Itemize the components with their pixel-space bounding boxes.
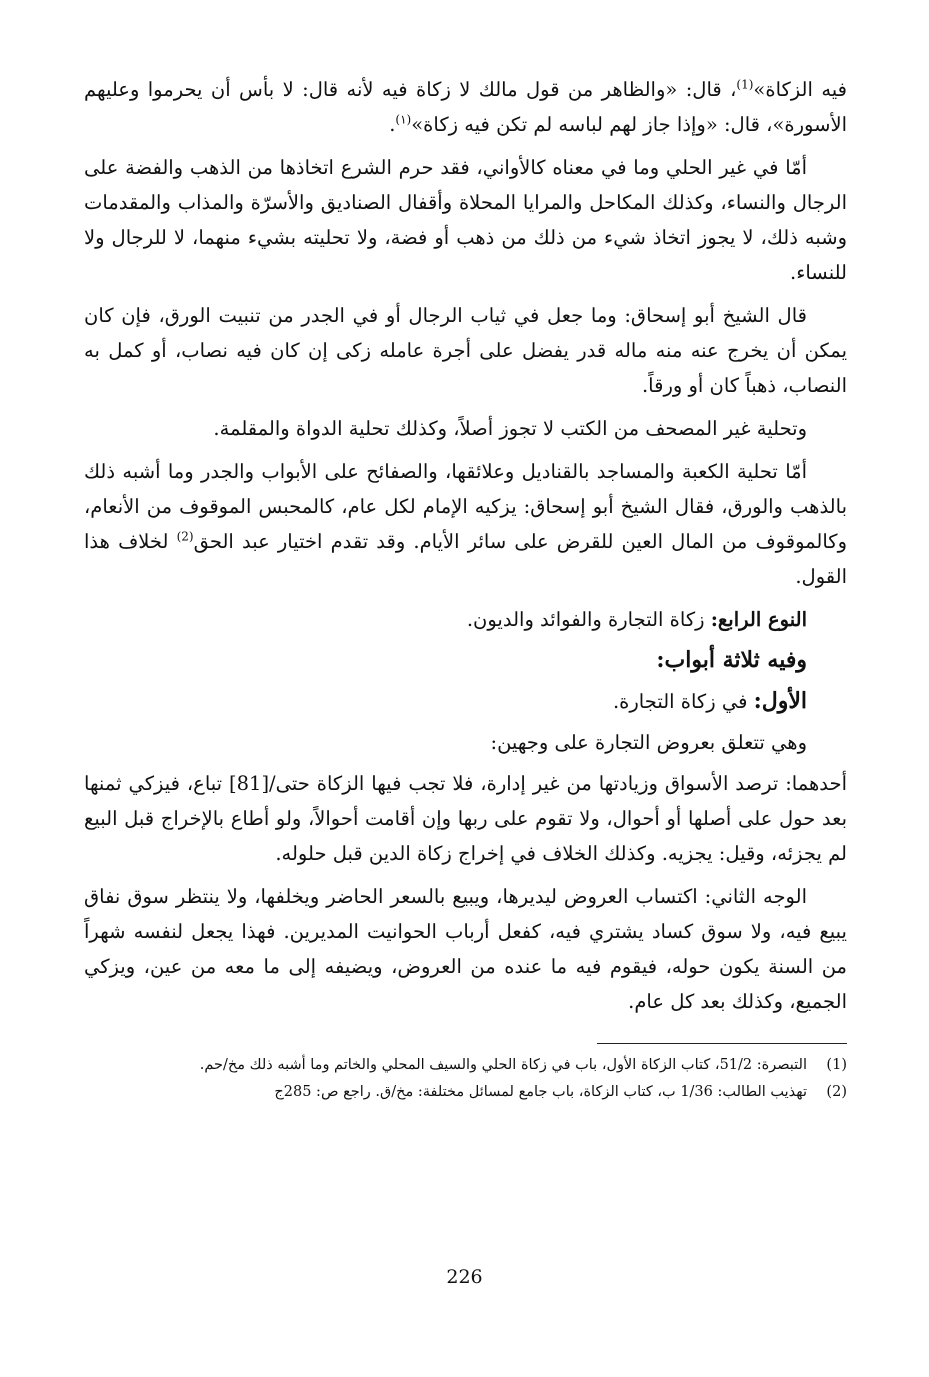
paragraph xyxy=(84,72,847,142)
main-text xyxy=(84,72,847,1019)
text-segment: الوجه الثاني: اكتساب العروض ليديرها، ويبيع بالسعر الحاضر ويخلفها، ولا ينتظر سوق نفاق يبيع فيه، ولا سوق كساد يشتري فيه، كفعل أرباب الحوانيت المديرين. فهذا يجعل لنفسه شهراً من السنة يكون حوله، فيقوم فيه ما عنده من العروض، ويضيفه إلى ما معه من عين، ويزكي الجميع، وكذلك بعد كل عام. xyxy=(84,885,847,1013)
text-segment: قال الشيخ أبو إسحاق: وما جعل في ثياب الرجال أو في الجدر من تنبيت الورق، فإن كان يمكن أن يخرج عنه منه ماله قدر يفضل على أجرة عامله زكى إن كان فيه نصاب، أو كمل به النصاب، ذهباً كان أو ورقاً. xyxy=(84,304,847,397)
text-segment: فيه الزكاة» xyxy=(753,78,847,101)
paragraph xyxy=(84,411,847,446)
footnote-text: التبصرة: 51/2، كتاب الزكاة الأول، باب في زكاة الحلي والسيف المحلي والخاتم وما أشبه ذلك مخ/حم. xyxy=(199,1057,807,1073)
text-segment: أمّا تحلية الكعبة والمساجد بالقناديل وعلائقها، والصفائح على الأبواب والجدر وما أشبه ذلك بالذهب والورق، فقال الشيخ أبو إسحاق: يزكيه الإمام لكل عام، كالمحبس الموقوف من الأنعام، وكالموقوف من المال العين للقرض على سائر الأيام. وقد تقدم اختيار عبد الحق xyxy=(84,460,848,553)
footnote-ref: (2) xyxy=(176,529,194,544)
footnote-ref: (1) xyxy=(736,77,754,92)
paragraph xyxy=(84,725,847,760)
paragraph xyxy=(84,766,847,871)
footnote-text: تهذيب الطالب: 1/36 ب، كتاب الزكاة، باب جامع لمسائل مختلفة: مخ/ق. راجع ص: 285ج xyxy=(274,1084,807,1100)
paragraph xyxy=(84,602,847,637)
paragraph xyxy=(84,879,847,1019)
paragraph xyxy=(84,684,847,719)
footnotes xyxy=(84,1052,847,1106)
paragraph xyxy=(84,298,847,403)
footnote-separator xyxy=(597,1043,847,1044)
paragraph xyxy=(84,150,847,290)
page-number: 226 xyxy=(446,1266,483,1288)
footnote-number: (2) xyxy=(826,1084,847,1100)
text-segment: أحدهما: ترصد الأسواق وزيادتها من غير إدارة، فلا تجب فيها الزكاة حتى/[81] تباع، فيزكي ثمنها بعد حول على أصلها أو أحوال، ولا تقوم على ربها وإن أقامت أحوالاً، ولو أطاع بالإخراج قبل البيع لم يجزئه، وقيل: يجزيه. وكذلك الخلاف في إخراج زكاة الدين قبل حلوله. xyxy=(84,772,847,865)
text-segment: . xyxy=(389,113,396,136)
footnote xyxy=(84,1079,847,1106)
paragraph xyxy=(84,454,847,594)
text-segment: وهي تتعلق بعروض التجارة على وجهين: xyxy=(490,731,807,754)
text-segment: زكاة التجارة والفوائد والديون. xyxy=(466,608,711,631)
text-segment: وتحلية غير المصحف من الكتب لا تجوز أصلاً، وكذلك تحلية الدواة والمقلمة. xyxy=(213,417,807,440)
section-heading: وفيه ثلاثة أبواب: xyxy=(656,647,807,673)
footnote xyxy=(84,1052,847,1079)
text-segment: أمّا في غير الحلي وما في معناه كالأواني، فقد حرم الشرع اتخاذها من الذهب والفضة على الرجال والنساء، وكذلك المكاحل والمرايا المحلاة وأقفال الصناديق والأسرّة والمذاب والمقدمات وشبه ذلك، لا يجوز اتخاذ شيء من ذلك من ذهب أو فضة، ولا تحليته بشيء منهما، لا للرجال ولا للنساء. xyxy=(84,156,848,284)
paragraph xyxy=(84,643,847,678)
footnote-ref: (١) xyxy=(395,112,412,127)
section-heading: الأول: xyxy=(753,688,807,714)
text-segment: ، قال: «والظاهر من قول مالك لا زكاة فيه لأنه قال: لا بأس أن يحرموا وعليهم الأسورة»، قال: «وإذا جاز لهم لباسه لم تكن فيه زكاة» xyxy=(84,78,847,136)
text-segment: في زكاة التجارة. xyxy=(612,690,754,713)
text-segment: لخلاف هذا القول. xyxy=(84,530,847,588)
footnote-number: (1) xyxy=(826,1057,847,1073)
section-heading: النوع الرابع: xyxy=(710,608,807,631)
